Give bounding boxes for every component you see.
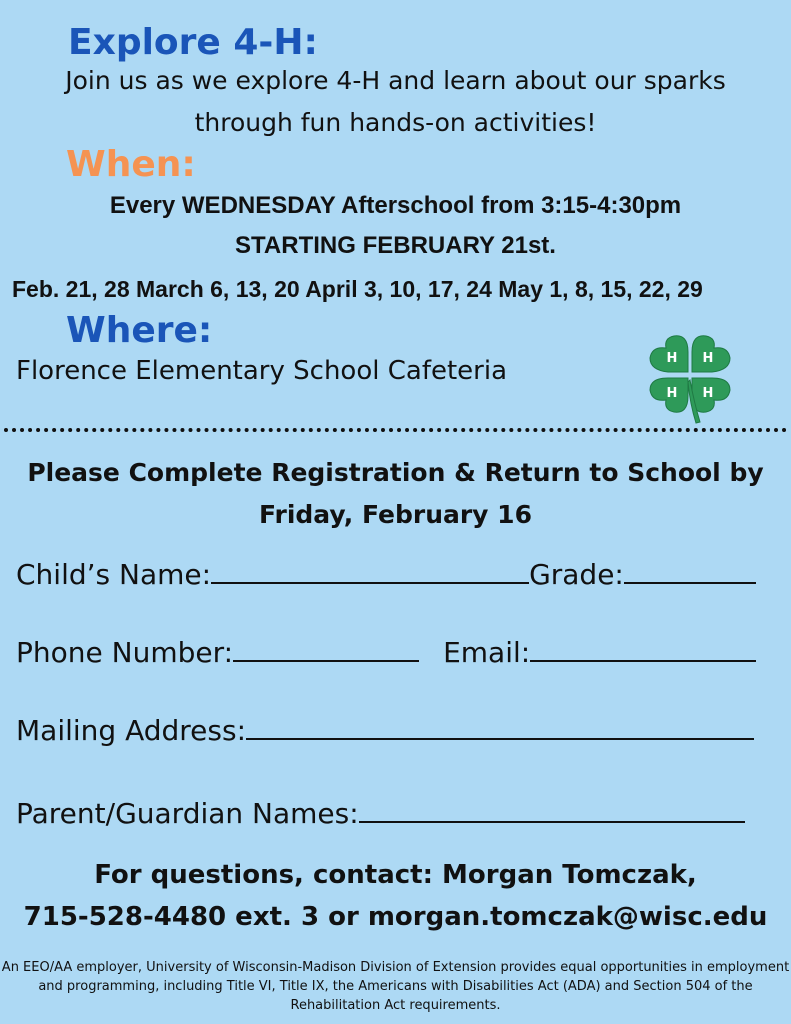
address-line[interactable]	[246, 737, 754, 740]
when-heading: When:	[66, 144, 196, 185]
leaf-letter: H	[666, 351, 678, 366]
intro-line-2: through fun hands-on activities!	[194, 108, 597, 137]
child-name-line[interactable]	[211, 581, 529, 584]
grade-label: Grade:	[529, 558, 624, 591]
4-h-clover-icon	[640, 330, 740, 425]
eeo-footer: An EEO/AA employer, University of Wisconsin-Madison Division of Extension provides equal opportunities in employment and programming, including Title VI, Title IX, the Americans with Disabilities Act (ADA) and Section 504 of the Rehabilitation Act requirements.	[1, 960, 790, 1013]
leaf-letter: H	[666, 386, 678, 401]
section-divider	[4, 428, 787, 432]
parent-names-field[interactable]	[16, 797, 745, 830]
schedule-text: Every WEDNESDAY Afterschool from 3:15-4:30pm	[109, 192, 682, 219]
phone-email-field[interactable]	[16, 636, 756, 669]
child-name-field[interactable]	[16, 558, 756, 591]
child-name-label: Child’s Name:	[16, 558, 212, 591]
where-heading: Where:	[66, 310, 213, 351]
leaf-letter: H	[702, 386, 714, 401]
registration-title-line-1: Please Complete Registration & Return to School by	[27, 458, 764, 487]
session-dates: Feb. 21, 28 March 6, 13, 20 April 3, 10, 17, 24 May 1, 8, 15, 22, 29	[12, 276, 703, 302]
mailing-address-field[interactable]	[16, 714, 754, 747]
location-text: Florence Elementary School Cafeteria	[16, 356, 508, 386]
explore-heading: Explore 4-H:	[68, 22, 318, 63]
phone-label: Phone Number:	[16, 636, 234, 669]
start-date-text: STARTING FEBRUARY 21st.	[235, 232, 556, 259]
registration-title-line-2: Friday, February 16	[259, 500, 532, 529]
parent-label: Parent/Guardian Names:	[16, 797, 359, 830]
phone-line[interactable]	[233, 659, 419, 662]
leaf-letter: H	[702, 351, 714, 366]
address-label: Mailing Address:	[16, 714, 247, 747]
contact-line-2: 715-528-4480 ext. 3 or morgan.tomczak@wisc.edu	[23, 902, 768, 932]
email-label: Email:	[443, 636, 531, 669]
contact-line-1: For questions, contact: Morgan Tomczak,	[94, 860, 697, 890]
grade-line[interactable]	[624, 581, 756, 584]
parent-line[interactable]	[359, 820, 745, 823]
intro-line-1: Join us as we explore 4-H and learn about our sparks	[65, 66, 726, 95]
email-line[interactable]	[530, 659, 756, 662]
